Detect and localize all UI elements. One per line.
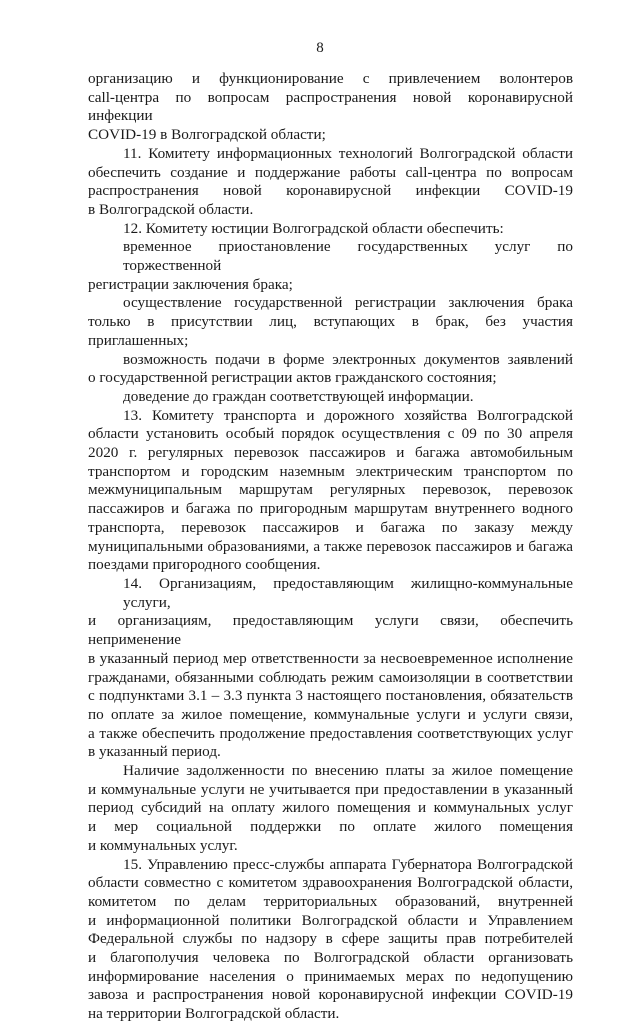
text-line: транспортом и городским наземным электрическим транспортом по	[88, 462, 573, 480]
text-line: 13. Комитету транспорта и дорожного хозяйства Волгоградской	[123, 406, 573, 424]
text-line: доведение до граждан соответствующей информации.	[123, 387, 474, 405]
text-line: поездами пригородного сообщения.	[88, 556, 321, 574]
text-line: области совместно с комитетом здравоохранения Волгоградской области,	[88, 874, 573, 892]
text-line: пассажиров и багажа по пригородным маршрутам внутреннего водного	[88, 500, 573, 518]
text-line: 2020 г. регулярных перевозок пассажиров и багажа автомобильным	[88, 444, 573, 462]
text-line: завоза и распространения новой коронавирусной инфекции COVID-19	[88, 986, 573, 1004]
text-line: о государственной регистрации актов гражданского состояния;	[88, 369, 497, 387]
text-line: организацию и функционирование с привлечением волонтеров	[88, 70, 573, 87]
text-line: период субсидий на оплату жилого помещения и коммунальных услуг	[88, 799, 573, 817]
text-line: в указанный период мер ответственности за несвоевременное исполнение	[88, 649, 573, 667]
text-line: по оплате за жилое помещение, коммунальные услуги и услуги связи,	[88, 705, 573, 723]
text-line: гражданами, обязанными соблюдать режим самоизоляции в соответствии	[88, 668, 573, 686]
text-line: межмуниципальным маршрутам регулярных перевозок, перевозок	[88, 481, 573, 499]
text-line: транспорта, перевозок пассажиров и багажа по заказу между	[88, 518, 573, 536]
text-line: 14. Организациям, предоставляющим жилищно-коммунальные услуги,	[123, 574, 573, 611]
text-line: а также обеспечить продолжение предоставления соответствующих услуг	[88, 724, 573, 742]
text-line: регистрации заключения брака;	[88, 275, 293, 293]
page-number: 8	[316, 40, 324, 56]
text-line: и информационной политики Волгоградской области и Управлением	[88, 911, 573, 929]
text-line: в указанный период.	[88, 743, 221, 761]
text-line: и организациям, предоставляющим услуги связи, обеспечить неприменение	[88, 612, 573, 649]
text-line: 12. Комитету юстиции Волгоградской области обеспечить:	[123, 219, 504, 237]
text-line: и мер социальной поддержки по оплате жилого помещения	[88, 818, 573, 836]
text-line: Федеральной службы по надзору в сфере защиты прав потребителей	[88, 930, 573, 948]
text-line: и благополучия человека по Волгоградской области организовать	[88, 949, 573, 967]
text-line: и коммунальные услуги не учитывается при предоставлении в указанный	[88, 780, 573, 798]
text-line: на территории Волгоградской области.	[88, 1005, 340, 1023]
text-line: возможность подачи в форме электронных документов заявлений	[123, 350, 573, 368]
document-body	[88, 70, 573, 1024]
text-line: области установить особый порядок осуществления с 09 по 30 апреля	[88, 425, 573, 443]
text-line: 11. Комитету информационных технологий Волгоградской области	[123, 144, 573, 162]
text-line: call-центра по вопросам распространения новой коронавирусной инфекции	[88, 88, 573, 125]
text-line: комитетом по делам территориальных образований, внутренней	[88, 892, 573, 910]
text-line: временное приостановление государственных услуг по торжественной	[123, 238, 573, 275]
text-line: и коммунальных услуг.	[88, 836, 238, 854]
text-line: обеспечить создание и поддержание работы call-центра по вопросам	[88, 163, 573, 181]
text-line: осуществление государственной регистрации заключения брака	[123, 294, 573, 312]
text-line: Наличие задолженности по внесению платы за жилое помещение	[123, 762, 573, 780]
text-line: COVID-19 в Волгоградской области;	[88, 126, 326, 144]
text-line: в Волгоградской области.	[88, 200, 254, 218]
text-line: с подпунктами 3.1 – 3.3 пункта 3 настоящего постановления, обязательств	[88, 687, 573, 705]
text-line: 15. Управлению пресс-службы аппарата Губернатора Волгоградской	[123, 855, 573, 873]
text-line: распространения новой коронавирусной инфекции COVID-19	[88, 182, 573, 200]
text-line: муниципальными образованиями, а также перевозок пассажиров и багажа	[88, 537, 573, 555]
text-line: информирование населения о принимаемых мерах по недопущению	[88, 967, 573, 985]
text-line: только в присутствии лиц, вступающих в брак, без участия приглашенных;	[88, 313, 573, 349]
